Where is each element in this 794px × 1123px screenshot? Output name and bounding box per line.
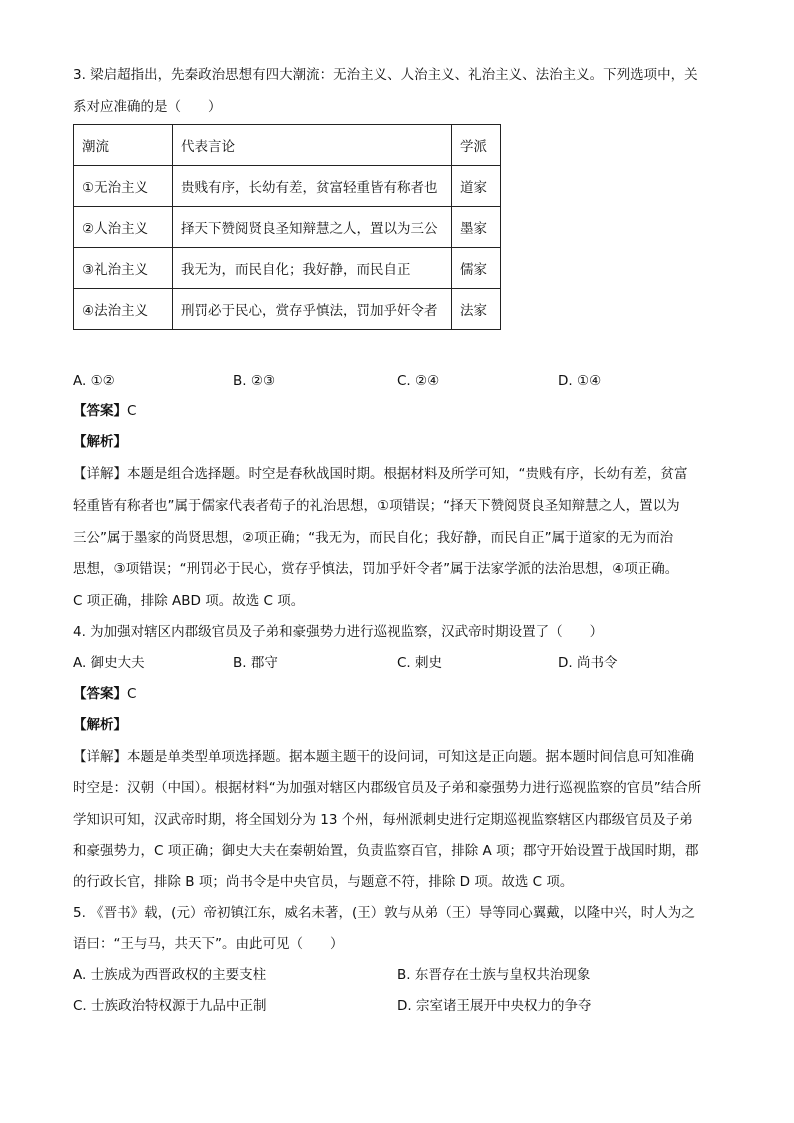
table-cell: 贵贱有序，长幼有差，贫富轻重皆有称者也 xyxy=(173,166,452,207)
q3-detail-line: C 项正确，排除 ABD 项。故选 C 项。 xyxy=(73,593,305,609)
table-cell: 刑罚必于民心，赏存乎慎法，罚加乎奸令者 xyxy=(173,289,452,330)
q3-detail-line: 思想，③项错误；“刑罚必于民心，赏存乎慎法，罚加乎奸令者”属于法家学派的法治思想，④项正确。 xyxy=(73,561,679,577)
q4-option-b: B. 郡守 xyxy=(233,655,278,671)
table-cell: 择天下赞阅贤良圣知辩慧之人，置以为三公 xyxy=(173,207,452,248)
q4-option-d: D. 尚书令 xyxy=(558,655,618,671)
q3-detail-line: 三公”属于墨家的尚贤思想，②项正确；“我无为，而民自化；我好静，而民自正”属于道家的无为而治 xyxy=(73,530,674,546)
answer-label: 【答案】 xyxy=(73,403,127,419)
table-cell: ④法治主义 xyxy=(74,289,173,330)
q4-detail-line: 的行政长官，排除 B 项；尚书令是中央官员，与题意不符，排除 D 项。故选 C 项。 xyxy=(73,874,574,890)
q3-stem-line2: 系对应准确的是（ ） xyxy=(73,99,222,115)
table-cell: 法家 xyxy=(452,289,501,330)
q4-detail-line: 时空是：汉朝（中国）。根据材料“为加强对辖区内郡级官员及子弟和豪强势力进行巡视监察的官员”结合所 xyxy=(73,780,702,796)
q3-detail-line: 轻重皆有称者也”属于儒家代表者荀子的礼治思想，①项错误；“择天下赞阅贤良圣知辩慧之人，置以为 xyxy=(73,498,680,514)
q5-option-c: C. 士族政治特权源于九品中正制 xyxy=(73,998,267,1014)
q5-stem-line1: 5. 《晋书》载，(元）帝初镇江东，威名未著，(王）敦与从弟（王）导等同心翼戴，以隆中兴，时人为之 xyxy=(73,905,695,921)
q3-option-a: A. ①② xyxy=(73,373,115,389)
analysis-label: 【解析】 xyxy=(73,717,127,733)
q3-stem-line1: 3. 梁启超指出，先秦政治思想有四大潮流：无治主义、人治主义、礼治主义、法治主义。下列选项中，关 xyxy=(73,67,698,83)
q5-option-a: A. 士族成为西晋政权的主要支柱 xyxy=(73,967,267,983)
q3-option-c: C. ②④ xyxy=(397,373,440,389)
q5-option-b: B. 东晋存在士族与皇权共治现象 xyxy=(397,967,591,983)
q3-option-b: B. ②③ xyxy=(233,373,276,389)
table-cell: 道家 xyxy=(452,166,501,207)
q4-detail-line: 【详解】本题是单类型单项选择题。据本题主题干的设问词，可知这是正向题。据本题时间信息可知准确 xyxy=(73,749,694,765)
q3-table xyxy=(73,124,501,330)
table-row xyxy=(74,248,501,289)
table-cell: ②人治主义 xyxy=(74,207,173,248)
answer-value: C xyxy=(127,403,137,419)
q4-analysis-label xyxy=(73,716,127,735)
table-cell: ①无治主义 xyxy=(74,166,173,207)
answer-label: 【答案】 xyxy=(73,686,127,702)
table-header-cell: 代表言论 xyxy=(173,125,452,166)
table-header-cell: 潮流 xyxy=(74,125,173,166)
answer-value: C xyxy=(127,686,137,702)
table-row xyxy=(74,166,501,207)
q3-option-d: D. ①④ xyxy=(558,373,602,389)
q4-detail-line: 和豪强势力，C 项正确；御史大夫在秦朝始置，负责监察百官，排除 A 项；郡守开始设置于战国时期，郡 xyxy=(73,843,699,859)
table-cell: 墨家 xyxy=(452,207,501,248)
table-cell: 儒家 xyxy=(452,248,501,289)
q4-stem: 4. 为加强对辖区内郡级官员及子弟和豪强势力进行巡视监察，汉武帝时期设置了（ ） xyxy=(73,624,604,640)
table-header-cell: 学派 xyxy=(452,125,501,166)
q3-answer xyxy=(73,402,136,421)
table-cell: ③礼治主义 xyxy=(74,248,173,289)
q4-option-c: C. 刺史 xyxy=(397,655,443,671)
q5-stem-line2: 语曰：“王与马，共天下”。由此可见（ ） xyxy=(73,936,344,952)
table-row xyxy=(74,207,501,248)
q5-option-d: D. 宗室诸王展开中央权力的争夺 xyxy=(397,998,592,1014)
analysis-label: 【解析】 xyxy=(73,434,127,450)
q3-detail-line: 【详解】本题是组合选择题。时空是春秋战国时期。根据材料及所学可知，“贵贱有序，长幼有差，贫富 xyxy=(73,466,688,482)
q4-detail-line: 学知识可知，汉武帝时期，将全国划分为 13 个州，每州派刺史进行定期巡视监察辖区内郡级官员及子弟 xyxy=(73,812,693,828)
q4-option-a: A. 御史大夫 xyxy=(73,655,145,671)
table-header-row xyxy=(74,125,501,166)
table-row xyxy=(74,289,501,330)
q4-answer xyxy=(73,685,136,704)
table-cell: 我无为，而民自化；我好静，而民自正 xyxy=(173,248,452,289)
q3-analysis-label xyxy=(73,433,127,452)
